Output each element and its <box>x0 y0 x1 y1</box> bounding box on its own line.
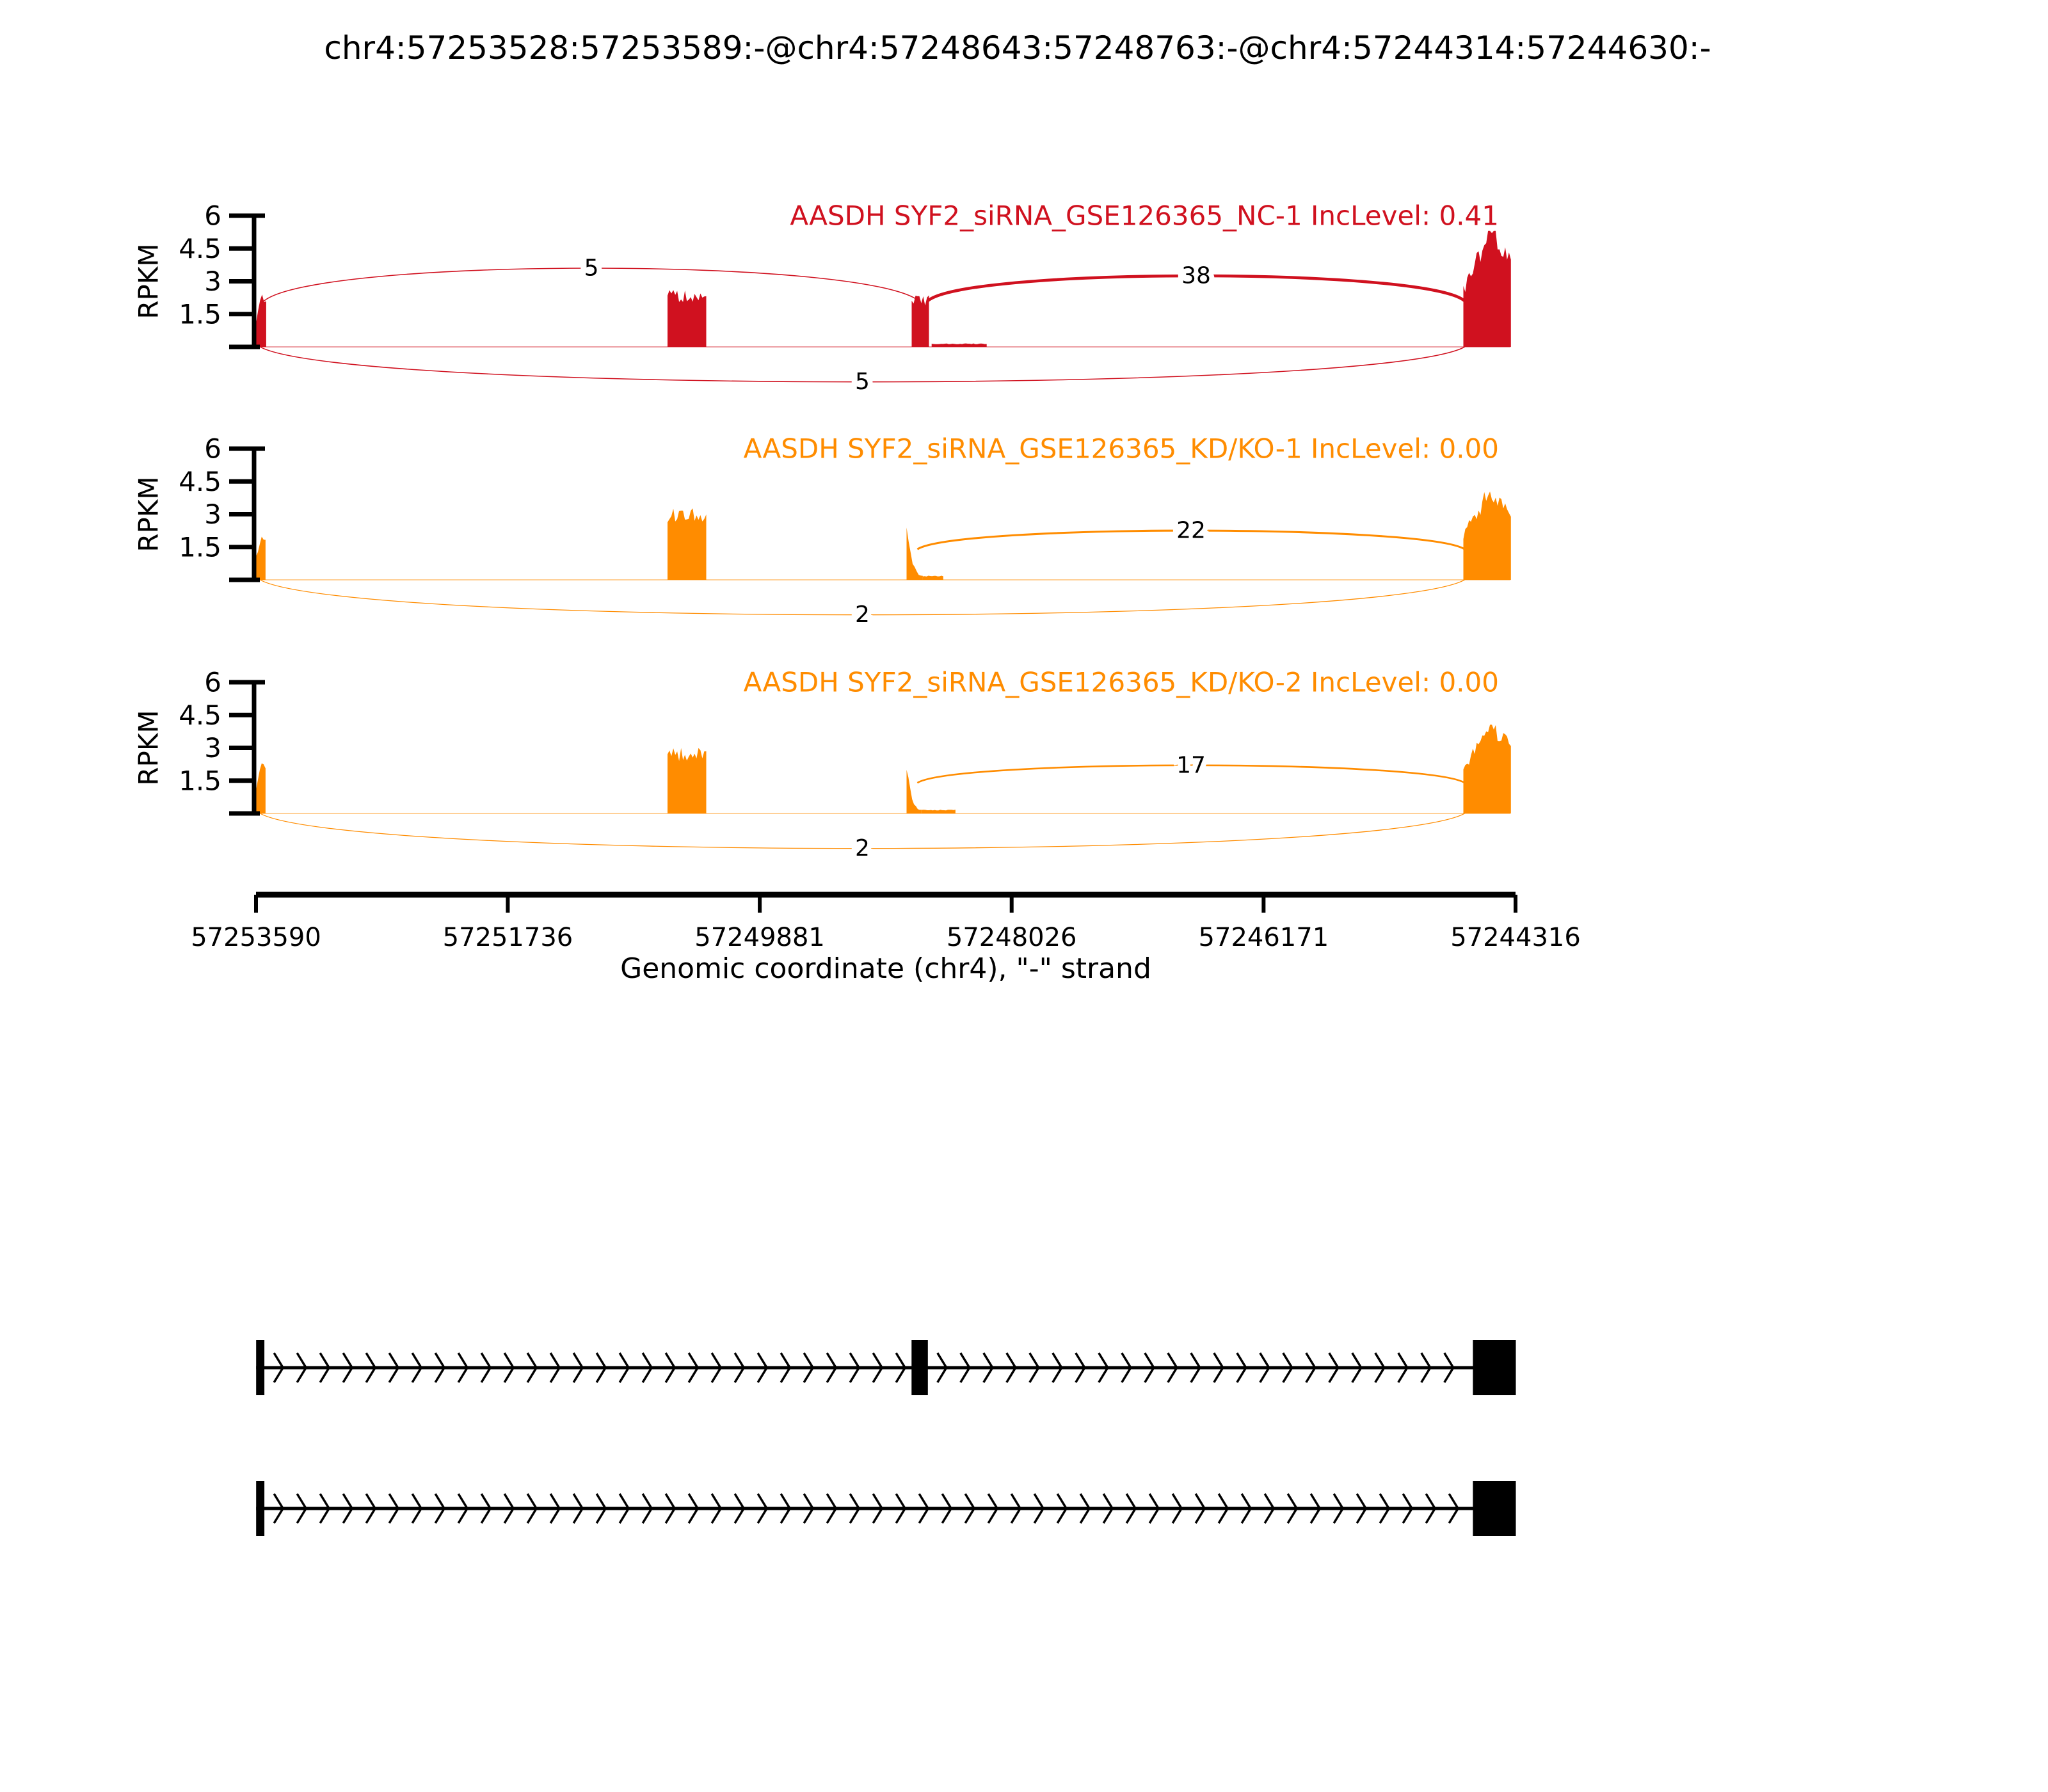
x-tick-label: 57253590 <box>191 923 321 952</box>
junction-count: 2 <box>855 602 870 628</box>
figure-title: chr4:57253528:57253589:-@chr4:57248643:57248763:-@chr4:57244314:57244630:- <box>324 29 1711 67</box>
y-tick-label: 1.5 <box>179 765 221 797</box>
junction-count: 17 <box>1176 752 1206 779</box>
junction-count: 38 <box>1181 262 1211 289</box>
x-tick-label: 57244316 <box>1450 923 1581 952</box>
y-tick-label: 1.5 <box>179 298 221 330</box>
y-tick-label: 4.5 <box>179 699 221 731</box>
y-axis-label: RPKM <box>132 243 164 319</box>
junction-count: 5 <box>855 369 870 396</box>
y-tick-label: 6 <box>204 666 221 698</box>
y-tick-label: 6 <box>204 200 221 232</box>
x-tick-label: 57246171 <box>1198 923 1329 952</box>
track-label: AASDH SYF2_siRNA_GSE126365_KD/KO-2 IncLevel: 0.00 <box>743 666 1499 698</box>
y-tick-label: 4.5 <box>179 232 221 264</box>
junction-count: 2 <box>855 835 870 862</box>
y-tick-label: 3 <box>204 499 221 530</box>
track-label: AASDH SYF2_siRNA_GSE126365_NC-1 IncLevel: 0.41 <box>790 200 1499 232</box>
coverage-peak <box>912 296 929 348</box>
exon <box>256 1481 264 1536</box>
exon <box>256 1340 264 1395</box>
y-axis-label: RPKM <box>132 476 164 552</box>
track-label: AASDH SYF2_siRNA_GSE126365_KD/KO-1 IncLevel: 0.00 <box>743 433 1499 465</box>
junction-count: 5 <box>584 255 599 282</box>
x-tick-label: 57249881 <box>694 923 825 952</box>
y-tick-label: 4.5 <box>179 465 221 497</box>
y-axis-label: RPKM <box>132 710 164 786</box>
exon <box>1473 1340 1516 1395</box>
x-axis-title: Genomic coordinate (chr4), "-" strand <box>620 952 1151 985</box>
y-tick-label: 6 <box>204 433 221 465</box>
x-tick-label: 57248026 <box>946 923 1077 952</box>
junction-count: 22 <box>1176 517 1206 544</box>
exon <box>1473 1481 1516 1536</box>
exon <box>911 1340 928 1395</box>
y-tick-label: 3 <box>204 266 221 297</box>
y-tick-label: 1.5 <box>179 531 221 563</box>
y-tick-label: 3 <box>204 732 221 764</box>
x-tick-label: 57251736 <box>442 923 573 952</box>
